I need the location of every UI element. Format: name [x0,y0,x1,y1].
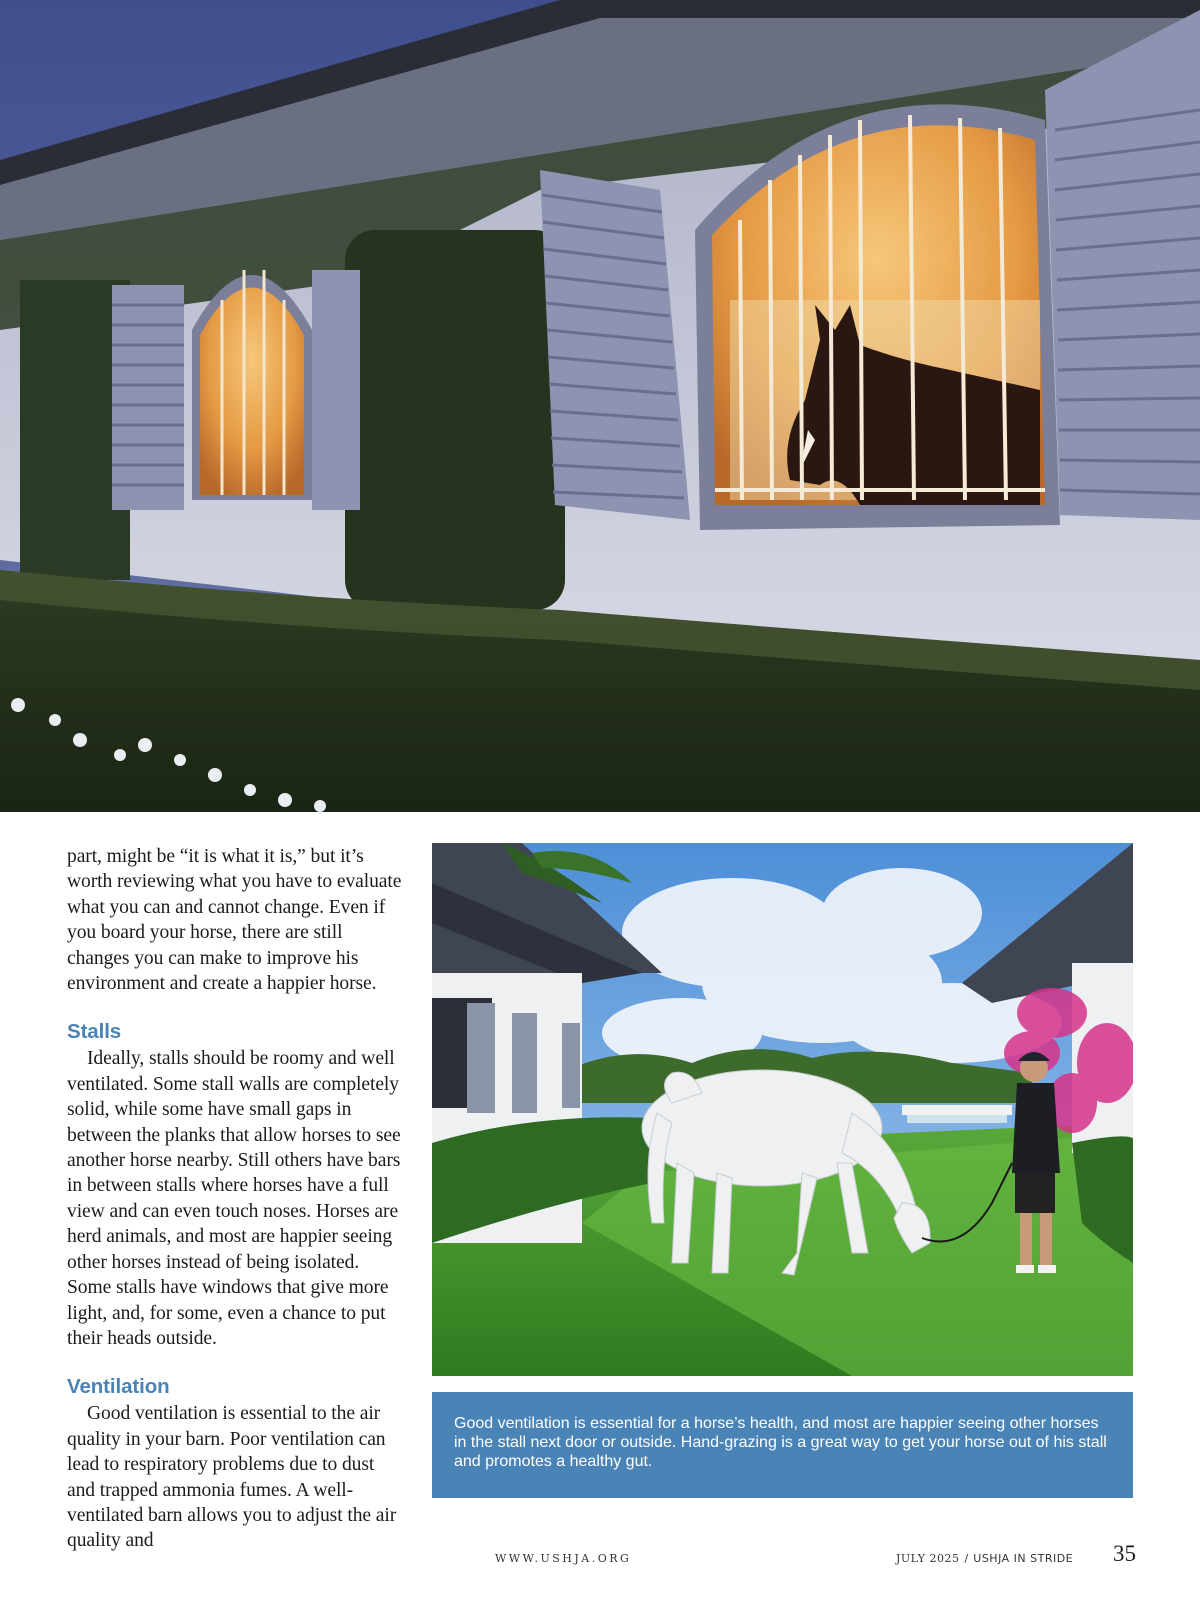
grazing-horse-photo [432,843,1133,1376]
footer-issue-date: JULY 2025 [896,1552,960,1565]
footer-issue [896,1552,1073,1565]
article-text-column [67,844,407,1554]
footer-website: WWW.USHJA.ORG [495,1552,632,1565]
page-number: 35 [1113,1541,1136,1566]
intro-paragraph: part, might be “it is what it is,” but it’s worth reviewing what you have to evaluate what you can and cannot change. Even if you board your horse, there are still changes you can make to improve his environment and create a happier horse. [67,846,402,995]
footer-publication: USHJA IN STRIDE [973,1552,1074,1565]
ventilation-heading: Ventilation [67,1375,170,1399]
footer-separator: / [964,1552,969,1565]
stalls-heading: Stalls [67,1020,122,1044]
ventilation-paragraph: Good ventilation is essential to the air quality in your barn. Poor ventilation can lead to respiratory problems due to dust and trapped ammonia fumes. A well-ventilated barn allows you to adjust the air quality and [67,1403,397,1552]
stalls-paragraph: Ideally, stalls should be roomy and well ventilated. Some stall walls are completely solid, while some have small gaps in between the planks that allow horses to see another horse nearby. Still others have bars in between stalls where horses have a full view and can even touch noses. Horses are herd animals, and most are happier seeing other horses instead of being isolated. Some stalls have windows that give more light, and, for some, even a chance to put their heads outside. [67,1048,401,1349]
photo-caption: Good ventilation is essential for a horse’s health, and most are happier seeing other horses in the stall next door or outside. Hand-grazing is a great way to get your horse out of his stall and promotes a healthy gut. [432,1392,1133,1498]
